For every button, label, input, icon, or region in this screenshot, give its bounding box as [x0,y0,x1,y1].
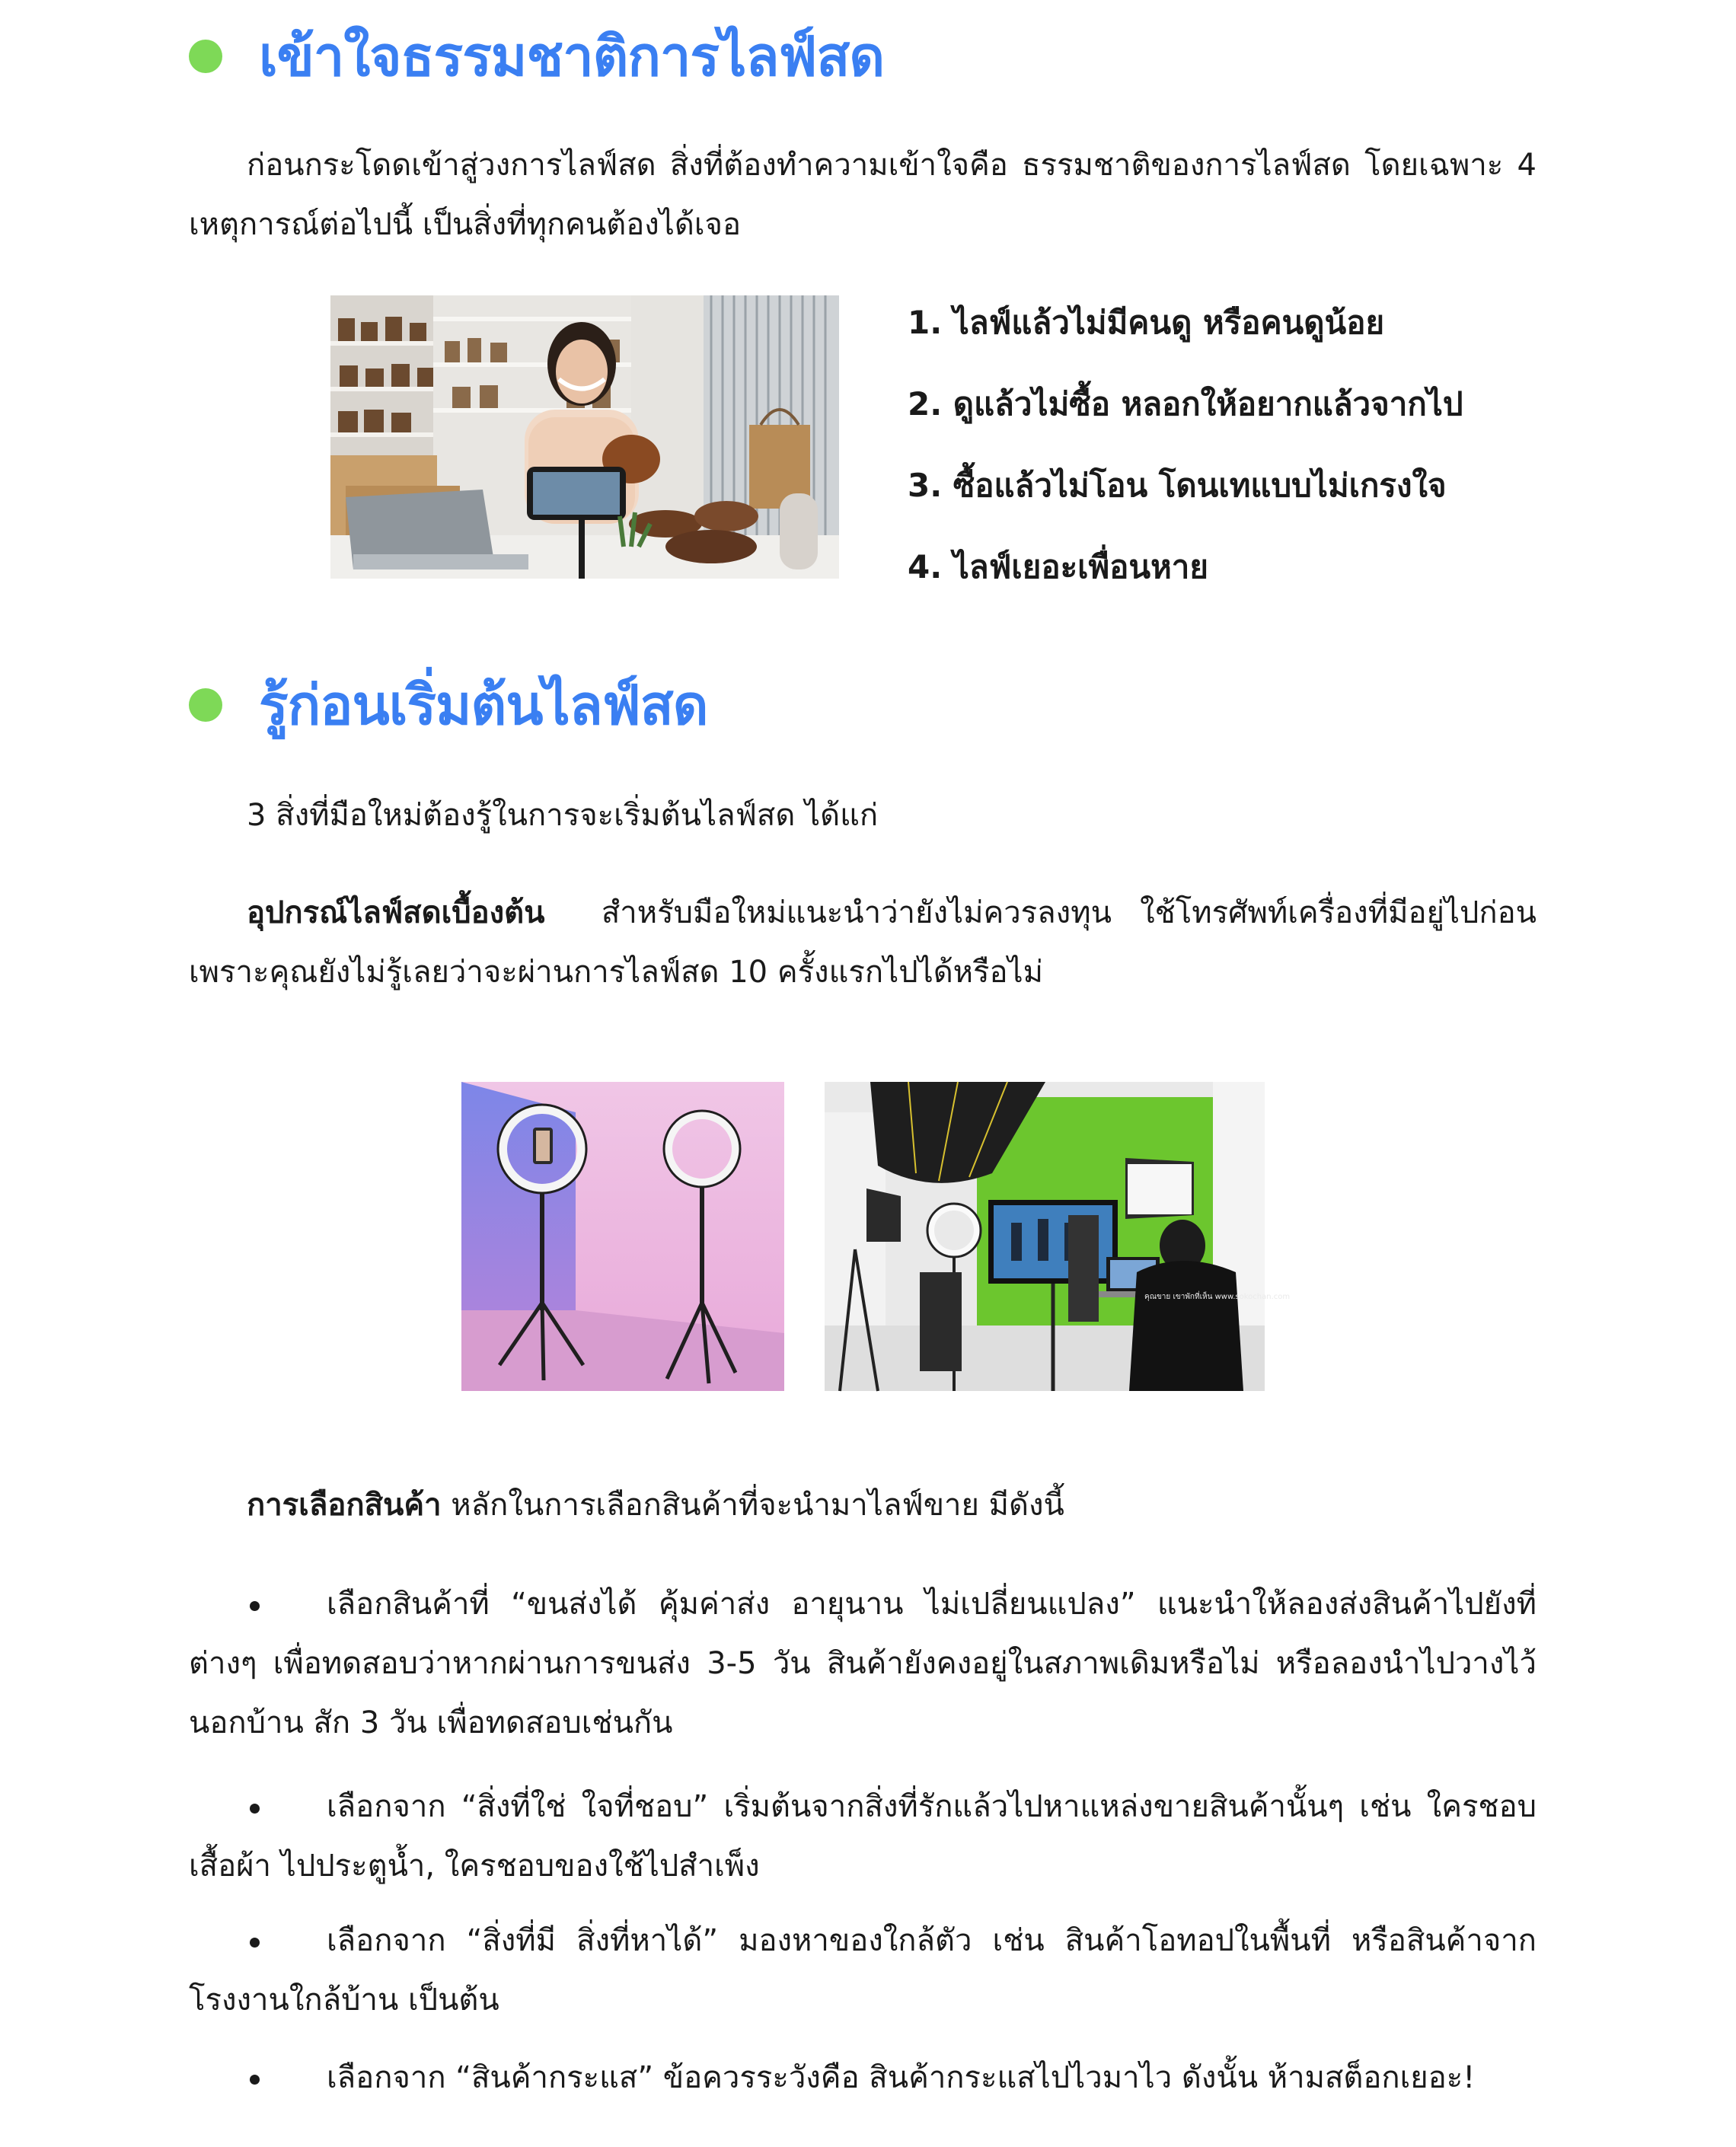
bullet-text: เลือกจาก “สินค้ากระแส” ข้อควรระวังคือ สินค้ากระแสไปไวมาไว ดังนั้น ห้ามสต็อกเยอะ! [327,2060,1476,2095]
section2-intro-text: 3 สิ่งที่มือใหม่ต้องรู้ในการจะเริ่มต้นไลฟ์สด ได้แก่ [247,798,879,833]
studio-shirt-text: คุณขาย เขาพักที่เห็น www.sokochan.com [1144,1293,1291,1301]
bullet-dot [250,1601,260,1611]
studio-greenscreen-photo [825,1082,1291,1391]
list-item: 4. ไลฟ์เยอะเพื่อนหาย [908,548,1209,585]
live-seller-photo [330,295,839,579]
section1-intro [189,136,1537,254]
section2-intro [189,786,1537,845]
product-paragraph [189,1475,1537,1535]
equipment-text: สำหรับมือใหม่แนะนำว่ายังไม่ควรลงทุน ใช้โทรศัพท์เครื่องที่มีอยู่ไปก่อน เพราะคุณยังไม่รู้เลยว่าจะผ่านการไลฟ์สด 10 ครั้งแรกไปได้หรือไม่ [189,895,1537,990]
bullet-item [189,1777,1537,1896]
bullet-dot [250,1804,260,1814]
bullet-item [189,1574,1537,1753]
bullet-dot [250,1938,260,1948]
ring-light-photo [461,1082,784,1391]
section1-title: เข้าใจธรรมชาติการไลฟ์สด [259,24,885,88]
list-item: 2. ดูแล้วไม่ซื้อ หลอกให้อยากแล้วจากไป [908,385,1463,423]
heading-bullet-dot [189,40,222,73]
list-item: 3. ซื้อแล้วไม่โอน โดนเทแบบไม่เกรงใจ [908,467,1447,504]
bullet-item [189,1911,1537,2030]
section2-heading [189,673,708,737]
product-title: การเลือกสินค้า [247,1488,442,1523]
heading-bullet-dot [189,688,222,722]
equipment-paragraph [189,883,1537,1002]
list-item: 1. ไลฟ์แล้วไม่มีคนดู หรือคนดูน้อย [908,304,1385,341]
section1-heading [189,24,885,88]
product-text: หลักในการเลือกสินค้าที่จะนำมาไลฟ์ขาย มีดังนี้ [451,1488,1064,1523]
bullet-dot [250,2075,260,2085]
bullet-item [189,2048,1537,2107]
bullet-text: เลือกสินค้าที่ “ขนส่งได้ คุ้มค่าส่ง อายุนาน ไม่เปลี่ยนแปลง” แนะนำให้ลองส่งสินค้าไปยังที่ต่างๆ เพื่อทดสอบว่าหากผ่านการขนส่ง 3-5 วัน สินค้ายังคงอยู่ในสภาพเดิมหรือไม่ หรือลองนำไปวางไว้นอกบ้าน สัก 3 วัน เพื่อทดสอบเช่นกัน [189,1587,1537,1740]
equipment-title: อุปกรณ์ไลฟ์สดเบื้องต้น [247,895,545,930]
section2-title: รู้ก่อนเริ่มต้นไลฟ์สด [259,673,708,737]
bullet-text: เลือกจาก “สิ่งที่มี สิ่งที่หาได้” มองหาของใกล้ตัว เช่น สินค้าโอทอปในพื้นที่ หรือสินค้าจากโรงงานใกล้บ้าน เป็นต้น [189,1923,1537,2018]
bullet-text: เลือกจาก “สิ่งที่ใช่ ใจที่ชอบ” เริ่มต้นจากสิ่งที่รักแล้วไปหาแหล่งขายสินค้านั้นๆ เช่น ใครชอบเสื้อผ้า ไปประตูน้ำ, ใครชอบของใช้ไปสำเพ็ง [189,1789,1537,1884]
section1-intro-text: ก่อนกระโดดเข้าสู่วงการไลฟ์สด สิ่งที่ต้องทำความเข้าใจคือ ธรรมชาติของการไลฟ์สด โดยเฉพาะ 4 เหตุการณ์ต่อไปนี้ เป็นสิ่งที่ทุกคนต้องได้เจอ [189,148,1537,242]
